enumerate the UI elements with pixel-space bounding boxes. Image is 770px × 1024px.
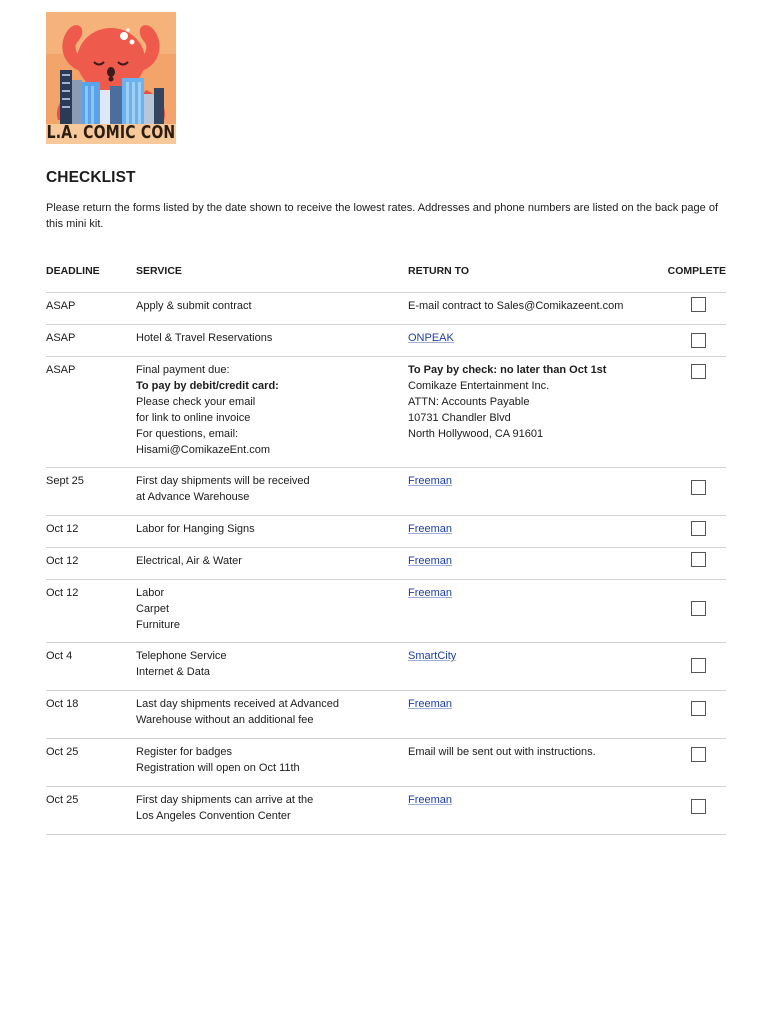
deadline-cell: Oct 4 — [46, 650, 73, 662]
service-cell — [136, 792, 404, 824]
freeman-link[interactable]: Freeman — [408, 794, 453, 806]
deadline-cell: Oct 12 — [46, 587, 79, 599]
smartcity-link[interactable]: SmartCity — [408, 650, 457, 662]
service-line: Furniture — [136, 619, 181, 631]
deadline-cell: Oct 18 — [46, 698, 79, 710]
onpeak-link[interactable]: ONPEAK — [408, 332, 454, 344]
return-line: E-mail contract to Sales@Comikazeent.com — [408, 300, 624, 312]
service-line: For questions, email: — [136, 428, 239, 440]
service-line: for link to online invoice — [136, 412, 251, 424]
column-header-complete: COMPLETE — [667, 265, 726, 277]
service-cell — [136, 473, 404, 505]
complete-checkbox[interactable] — [691, 333, 706, 348]
service-cell — [136, 330, 404, 346]
table-row — [46, 516, 726, 548]
deadline-cell: Sept 25 — [46, 475, 84, 487]
return-to-cell — [408, 744, 668, 760]
service-line: at Advance Warehouse — [136, 491, 250, 503]
deadline-cell: Oct 25 — [46, 746, 79, 758]
complete-checkbox[interactable] — [691, 297, 706, 312]
return-to-cell — [408, 298, 668, 314]
service-line: Hisami@ComikazeEnt.com — [136, 444, 271, 456]
service-cell — [136, 585, 404, 633]
return-to-cell — [408, 696, 668, 712]
return-to-cell — [408, 585, 668, 601]
service-line: First day shipments can arrive at the — [136, 794, 314, 806]
return-line: ATTN: Accounts Payable — [408, 396, 530, 408]
complete-checkbox[interactable] — [691, 521, 706, 536]
table-row — [46, 691, 726, 739]
complete-checkbox[interactable] — [691, 799, 706, 814]
service-line: Please check your email — [136, 396, 256, 408]
service-line: To pay by debit/credit card: — [136, 380, 279, 392]
table-row — [46, 548, 726, 580]
service-line: Electrical, Air & Water — [136, 555, 242, 567]
table-row — [46, 787, 726, 835]
complete-checkbox[interactable] — [691, 480, 706, 495]
deadline-cell: Oct 12 — [46, 555, 79, 567]
return-to-cell — [408, 330, 668, 346]
service-cell — [136, 696, 404, 728]
table-row — [46, 739, 726, 787]
service-line: Hotel & Travel Reservations — [136, 332, 273, 344]
return-line: Email will be sent out with instructions. — [408, 746, 596, 758]
service-line: Labor — [136, 587, 165, 599]
service-line: Internet & Data — [136, 666, 210, 678]
service-cell — [136, 744, 404, 776]
return-line: North Hollywood, CA 91601 — [408, 428, 544, 440]
return-to-cell — [408, 521, 668, 537]
table-row — [46, 643, 726, 691]
complete-checkbox[interactable] — [691, 364, 706, 379]
page-title: CHECKLIST — [46, 169, 136, 186]
table-row — [46, 325, 726, 357]
service-cell — [136, 298, 404, 314]
deadline-cell: ASAP — [46, 332, 76, 344]
service-line: Warehouse without an additional fee — [136, 714, 314, 726]
table-row — [46, 580, 726, 643]
service-cell — [136, 521, 404, 537]
service-line: Labor for Hanging Signs — [136, 523, 255, 535]
logo-text: L.A. COMIC CON — [46, 123, 176, 143]
la-comic-con-logo — [46, 12, 176, 144]
complete-checkbox[interactable] — [691, 701, 706, 716]
deadline-cell: Oct 25 — [46, 794, 79, 806]
freeman-link[interactable]: Freeman — [408, 475, 453, 487]
service-line: Telephone Service — [136, 650, 227, 662]
service-cell — [136, 362, 404, 458]
freeman-link[interactable]: Freeman — [408, 555, 453, 567]
column-header-service: SERVICE — [136, 265, 182, 277]
table-header-row — [46, 261, 726, 293]
service-line: Last day shipments received at Advanced — [136, 698, 340, 710]
service-line: First day shipments will be received — [136, 475, 310, 487]
intro-text: Please return the forms listed by the date shown to receive the lowest rates. Addresses and phone numbers are listed on the back page of this mini kit. — [46, 202, 719, 230]
complete-checkbox[interactable] — [691, 747, 706, 762]
complete-checkbox[interactable] — [691, 601, 706, 616]
deadline-cell: ASAP — [46, 364, 76, 376]
return-to-cell — [408, 362, 668, 442]
table-row — [46, 357, 726, 468]
service-line: Register for badges — [136, 746, 232, 758]
freeman-link[interactable]: Freeman — [408, 523, 453, 535]
freeman-link[interactable]: Freeman — [408, 698, 453, 710]
service-line: Los Angeles Convention Center — [136, 810, 291, 822]
deadline-cell: ASAP — [46, 300, 76, 312]
return-to-cell — [408, 792, 668, 808]
complete-checkbox[interactable] — [691, 552, 706, 567]
complete-checkbox[interactable] — [691, 658, 706, 673]
return-line: 10731 Chandler Blvd — [408, 412, 511, 424]
checklist-table — [46, 261, 726, 835]
service-line: Final payment due: — [136, 364, 230, 376]
table-row — [46, 468, 726, 516]
table-row — [46, 293, 726, 325]
service-cell — [136, 648, 404, 680]
freeman-link[interactable]: Freeman — [408, 587, 453, 599]
column-header-deadline: DEADLINE — [46, 265, 100, 277]
return-line: To Pay by check: no later than Oct 1st — [408, 364, 607, 376]
service-line: Carpet — [136, 603, 170, 615]
column-header-return-to: RETURN TO — [408, 265, 470, 277]
return-to-cell — [408, 473, 668, 489]
service-line: Registration will open on Oct 11th — [136, 762, 300, 774]
return-to-cell — [408, 553, 668, 569]
service-line: Apply & submit contract — [136, 300, 252, 312]
return-line: Comikaze Entertainment Inc. — [408, 380, 550, 392]
return-to-cell — [408, 648, 668, 664]
service-cell — [136, 553, 404, 569]
deadline-cell: Oct 12 — [46, 523, 79, 535]
